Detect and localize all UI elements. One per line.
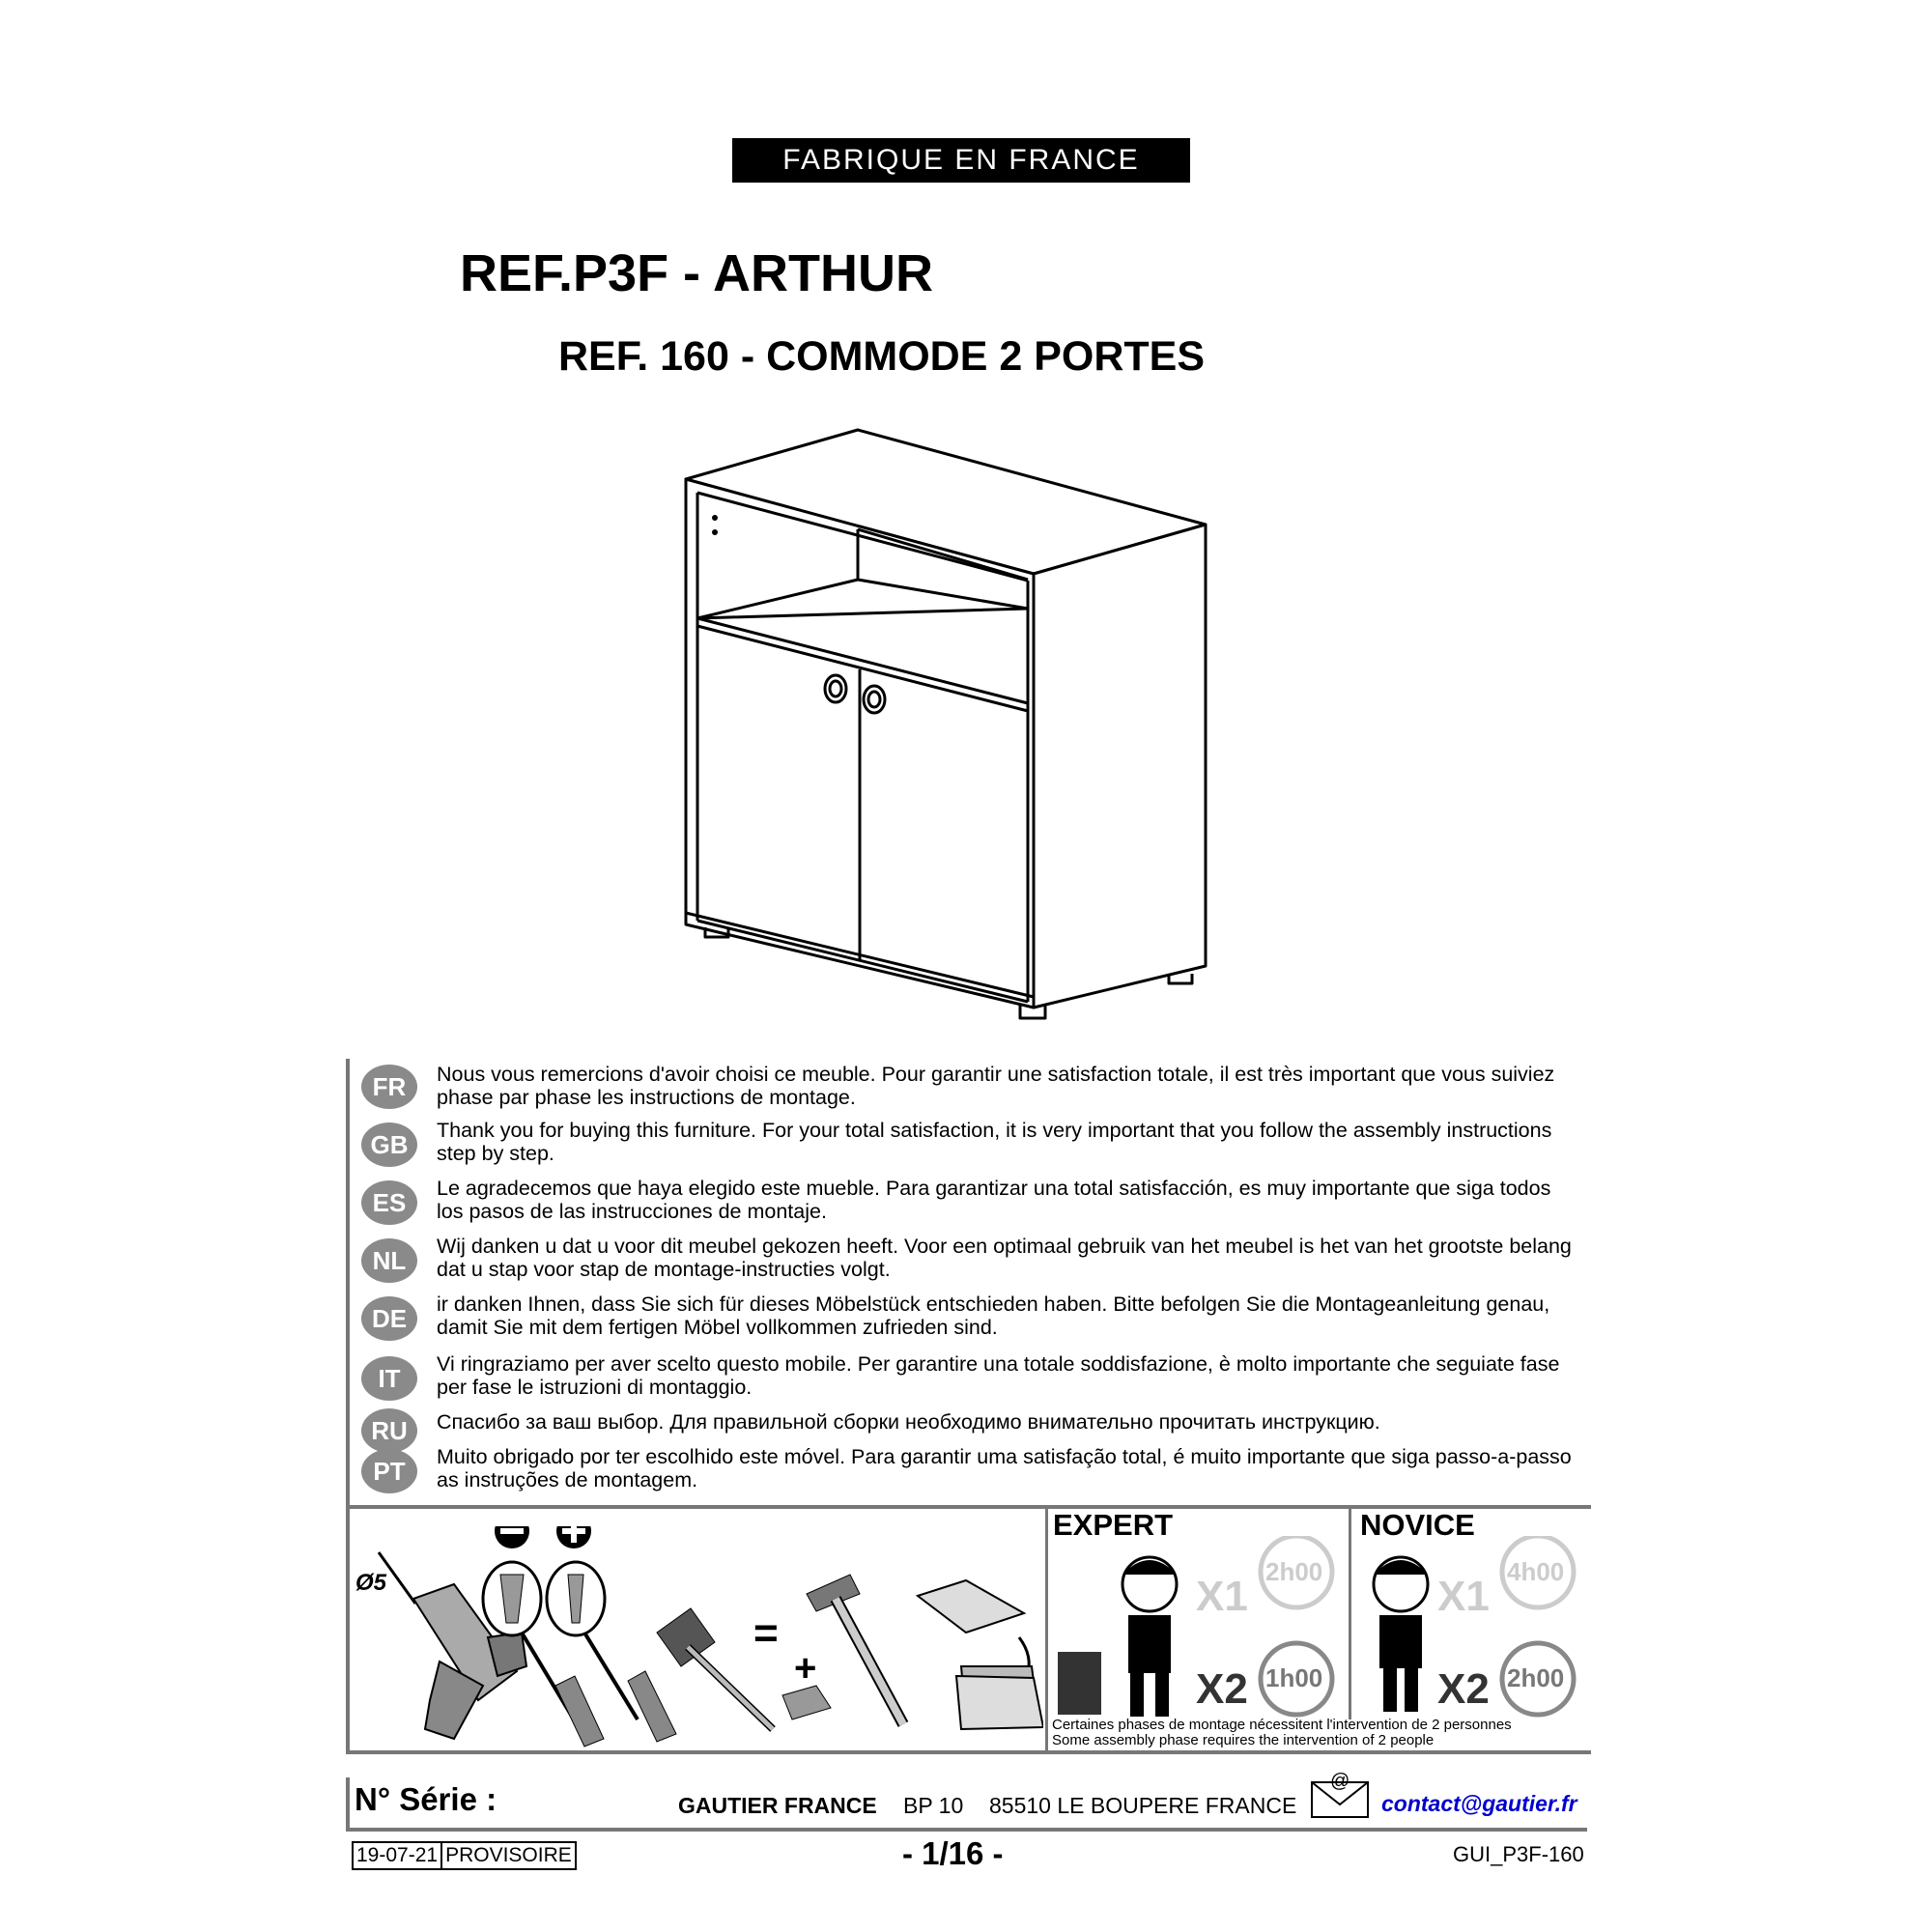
lang-text-fr: Nous vous remercions d'avoir choisi ce meuble. Pour garantir une satisfaction totale, il est très important que vous suiviez phase par phase les instructions de montage. [437,1063,1555,1109]
expert-figure-icon [1058,1557,1177,1717]
lang-row-fr [346,1063,1581,1109]
lang-text-pt: Muito obrigado por ter escolhido este móvel. Para garantir uma satisfação total, é muito importante que siga passo-a-passo as instruções de montagem. [437,1445,1572,1492]
company-bp: BP 10 [903,1793,964,1818]
lang-badge-ru: RU [361,1408,417,1453]
expert-x2-time: 1h00 [1265,1663,1323,1692]
novice-x2: X2 [1437,1665,1490,1713]
document-code: GUI_P3F-160 [1453,1842,1584,1866]
revision-status: PROVISOIRE [440,1843,575,1868]
lang-row-nl [346,1235,1581,1283]
svg-text:+: + [794,1647,817,1690]
expert-label: EXPERT [1053,1508,1174,1542]
novice-x1: X1 [1437,1573,1490,1620]
lang-row-es [346,1177,1581,1225]
lang-text-gb: Thank you for buying this furniture. For your total satisfaction, it is very important that you follow the assembly instructions step by step. [437,1119,1552,1165]
lang-badge-it: IT [361,1356,417,1401]
expert-x2: X2 [1196,1665,1248,1713]
revision-date: 19-07-21 [356,1844,439,1866]
lang-badge-nl: NL [361,1238,417,1283]
lang-row-it [346,1352,1581,1401]
lang-row-de [346,1293,1581,1341]
drill-bit-label: Ø5 [355,1570,387,1596]
two-person-note-en: Some assembly phase requires the intervention of 2 people [1052,1732,1435,1748]
footer-divider [346,1828,1587,1832]
company-address: 85510 LE BOUPERE FRANCE [989,1793,1297,1818]
svg-text:@: @ [1330,1771,1350,1792]
lang-badge-es: ES [361,1180,417,1225]
hammer-icon [782,1575,903,1724]
novice-figure-icon [1374,1557,1428,1712]
lang-badge-fr: FR [361,1065,417,1109]
lang-row-pt [346,1445,1581,1493]
company-name: GAUTIER FRANCE [678,1793,877,1818]
lang-text-es: Le agradecemos que haya elegido este mueble. Para garantizar una total satisfacción, es muy importante que siga todos los pasos de las instrucciones de montaje. [437,1177,1551,1223]
two-person-note-fr: Certaines phases de montage nécessitent l'intervention de 2 personnes [1052,1717,1512,1733]
novice-x1-time: 4h00 [1507,1557,1565,1586]
page-title: REF.P3F - ARTHUR [460,244,934,302]
product-subtitle: REF. 160 - COMMODE 2 PORTES [558,333,1206,380]
folder-icon [956,1666,1043,1729]
lang-text-nl: Wij danken u dat u voor dit meubel gekozen heeft. Voor een optimaal gebruik van het meubel is het van het grootste belang dat u stap voor stap de montage-instructies volgt. [437,1235,1572,1281]
section-divider [1045,1507,1048,1750]
lang-badge-de: DE [361,1296,417,1341]
revision-box [352,1841,577,1870]
envelope-icon [1309,1768,1372,1821]
novice-label: NOVICE [1360,1508,1475,1542]
footer-left-border [346,1777,350,1832]
expert-x1-time: 2h00 [1265,1557,1323,1586]
lang-row-gb [346,1119,1581,1167]
lang-text-ru: Спасибо за ваш выбор. Для правильной сборки необходимо внимательно прочитать инструкцию. [437,1410,1380,1434]
novice-x2-time: 2h00 [1507,1663,1565,1692]
lang-text-it: Vi ringraziamo per aver scelto questo mobile. Per garantire una totale soddisfazione, è molto importante che seguiate fase per fase le istruzioni di montaggio. [437,1352,1560,1399]
cabinet-illustration [676,425,1217,1029]
made-in-france-banner: FABRIQUE EN FRANCE [732,138,1190,183]
expert-x1: X1 [1196,1573,1248,1620]
serial-label: N° Série : [355,1781,497,1817]
lang-badge-gb: GB [361,1122,417,1167]
page-number: - 1/16 - [902,1835,1004,1871]
tools-illustration [348,1526,1043,1748]
contact-email[interactable]: contact@gautier.fr [1381,1791,1577,1816]
lang-text-de: ir danken Ihnen, dass Sie sich für dieses Möbelstück entschieden haben. Bitte befolgen Sie die Montageanleitung genau, damit Sie mit dem fertigen Möbel vollkommen zufrieden sind. [437,1293,1550,1339]
lang-badge-pt: PT [361,1449,417,1493]
equals-sign: = [753,1609,779,1657]
